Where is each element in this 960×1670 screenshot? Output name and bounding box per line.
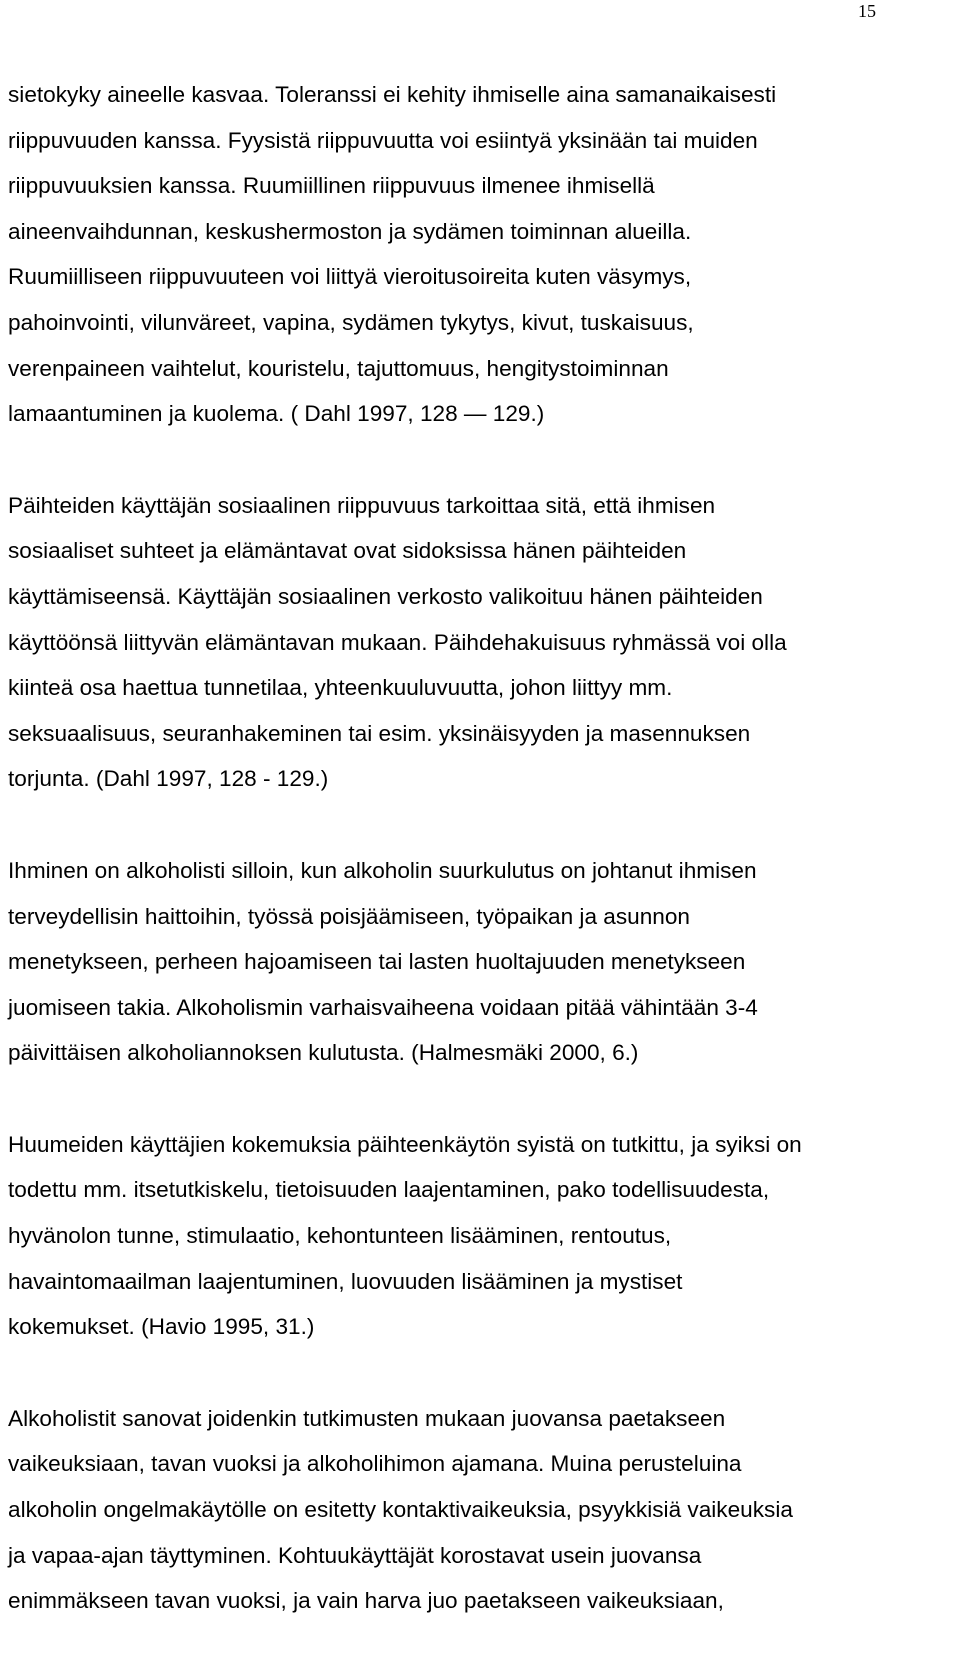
paragraph xyxy=(8,848,956,1076)
text-line: terveydellisin haittoihin, työssä poisjäämiseen, työpaikan ja asunnon xyxy=(8,903,690,929)
text-line: aineenvaihdunnan, keskushermoston ja sydämen toiminnan alueilla. xyxy=(8,218,692,244)
text-line: alkoholin ongelmakäytölle on esitetty kontaktivaikeuksia, psyykkisiä vaikeuksia xyxy=(8,1497,793,1523)
text-line: päivittäisen alkoholiannoksen kulutusta. (Halmesmäki 2000, 6.) xyxy=(8,1040,639,1066)
text-line: vaikeuksiaan, tavan vuoksi ja alkoholihimon ajamana. Muina perusteluina xyxy=(8,1451,742,1477)
text-line: käyttämiseensä. Käyttäjän sosiaalinen verkosto valikoituu hänen päihteiden xyxy=(8,583,763,609)
text-line: pahoinvointi, vilunväreet, vapina, sydämen tykytys, kivut, tuskaisuus, xyxy=(8,309,694,335)
text-line: käyttöönsä liittyvän elämäntavan mukaan. Päihdehakuisuus ryhmässä voi olla xyxy=(8,629,787,655)
text-line: menetykseen, perheen hajoamiseen tai lasten huoltajuuden menetykseen xyxy=(8,949,746,975)
text-line: torjunta. (Dahl 1997, 128 - 129.) xyxy=(8,766,329,792)
paragraph xyxy=(8,483,956,802)
text-line: enimmäkseen tavan vuoksi, ja vain harva juo paetakseen vaikeuksiaan, xyxy=(8,1588,724,1614)
text-line: hyvänolon tunne, stimulaatio, kehontunteen lisääminen, rentoutus, xyxy=(8,1223,672,1249)
text-line: sietokyky aineelle kasvaa. Toleranssi ei kehity ihmiselle aina samanaikaisesti xyxy=(8,82,777,107)
text-line: Alkoholistit sanovat joidenkin tutkimusten mukaan juovansa paetakseen xyxy=(8,1405,726,1431)
text-line: ja vapaa-ajan täyttyminen. Kohtuukäyttäjät korostavat usein juovansa xyxy=(8,1542,702,1568)
text-line: kiinteä osa haettua tunnetilaa, yhteenkuuluvuutta, johon liittyy mm. xyxy=(8,675,673,701)
text-line: riippuvuuksien kanssa. Ruumiillinen riippuvuus ilmenee ihmisellä xyxy=(8,173,655,199)
text-line: todettu mm. itsetutkiskelu, tietoisuuden laajentaminen, pako todellisuudesta, xyxy=(8,1177,770,1203)
text-line: seksuaalisuus, seuranhakeminen tai esim. yksinäisyyden ja masennuksen xyxy=(8,720,751,746)
text-line: Ruumiilliseen riippuvuuteen voi liittyä vieroitusoireita kuten väsymys, xyxy=(8,264,692,290)
text-line: kokemukset. (Havio 1995, 31.) xyxy=(8,1314,315,1340)
paragraph xyxy=(8,1396,956,1624)
text-line: sosiaaliset suhteet ja elämäntavat ovat sidoksissa hänen päihteiden xyxy=(8,538,687,564)
paragraph xyxy=(8,1122,956,1350)
text-line: Päihteiden käyttäjän sosiaalinen riippuvuus tarkoittaa sitä, että ihmisen xyxy=(8,492,716,518)
text-line: Huumeiden käyttäjien kokemuksia päihteenkäytön syistä on tutkittu, ja syiksi on xyxy=(8,1131,802,1157)
page-number: 15 xyxy=(858,1,876,21)
text-line: riippuvuuden kanssa. Fyysistä riippuvuutta voi esiintyä yksinään tai muiden xyxy=(8,127,758,153)
paragraph xyxy=(8,72,956,437)
text-line: Ihminen on alkoholisti silloin, kun alkoholin suurkulutus on johtanut ihmisen xyxy=(8,857,757,883)
text-line: verenpaineen vaihtelut, kouristelu, tajuttomuus, hengitystoiminnan xyxy=(8,355,669,381)
text-line: lamaantuminen ja kuolema. ( Dahl 1997, 128 — 129.) xyxy=(8,401,545,427)
document-body xyxy=(8,72,956,1670)
text-line: havaintomaailman laajentuminen, luovuuden lisääminen ja mystiset xyxy=(8,1268,683,1294)
text-line: juomiseen takia. Alkoholismin varhaisvaiheena voidaan pitää vähintään 3-4 xyxy=(8,994,758,1020)
